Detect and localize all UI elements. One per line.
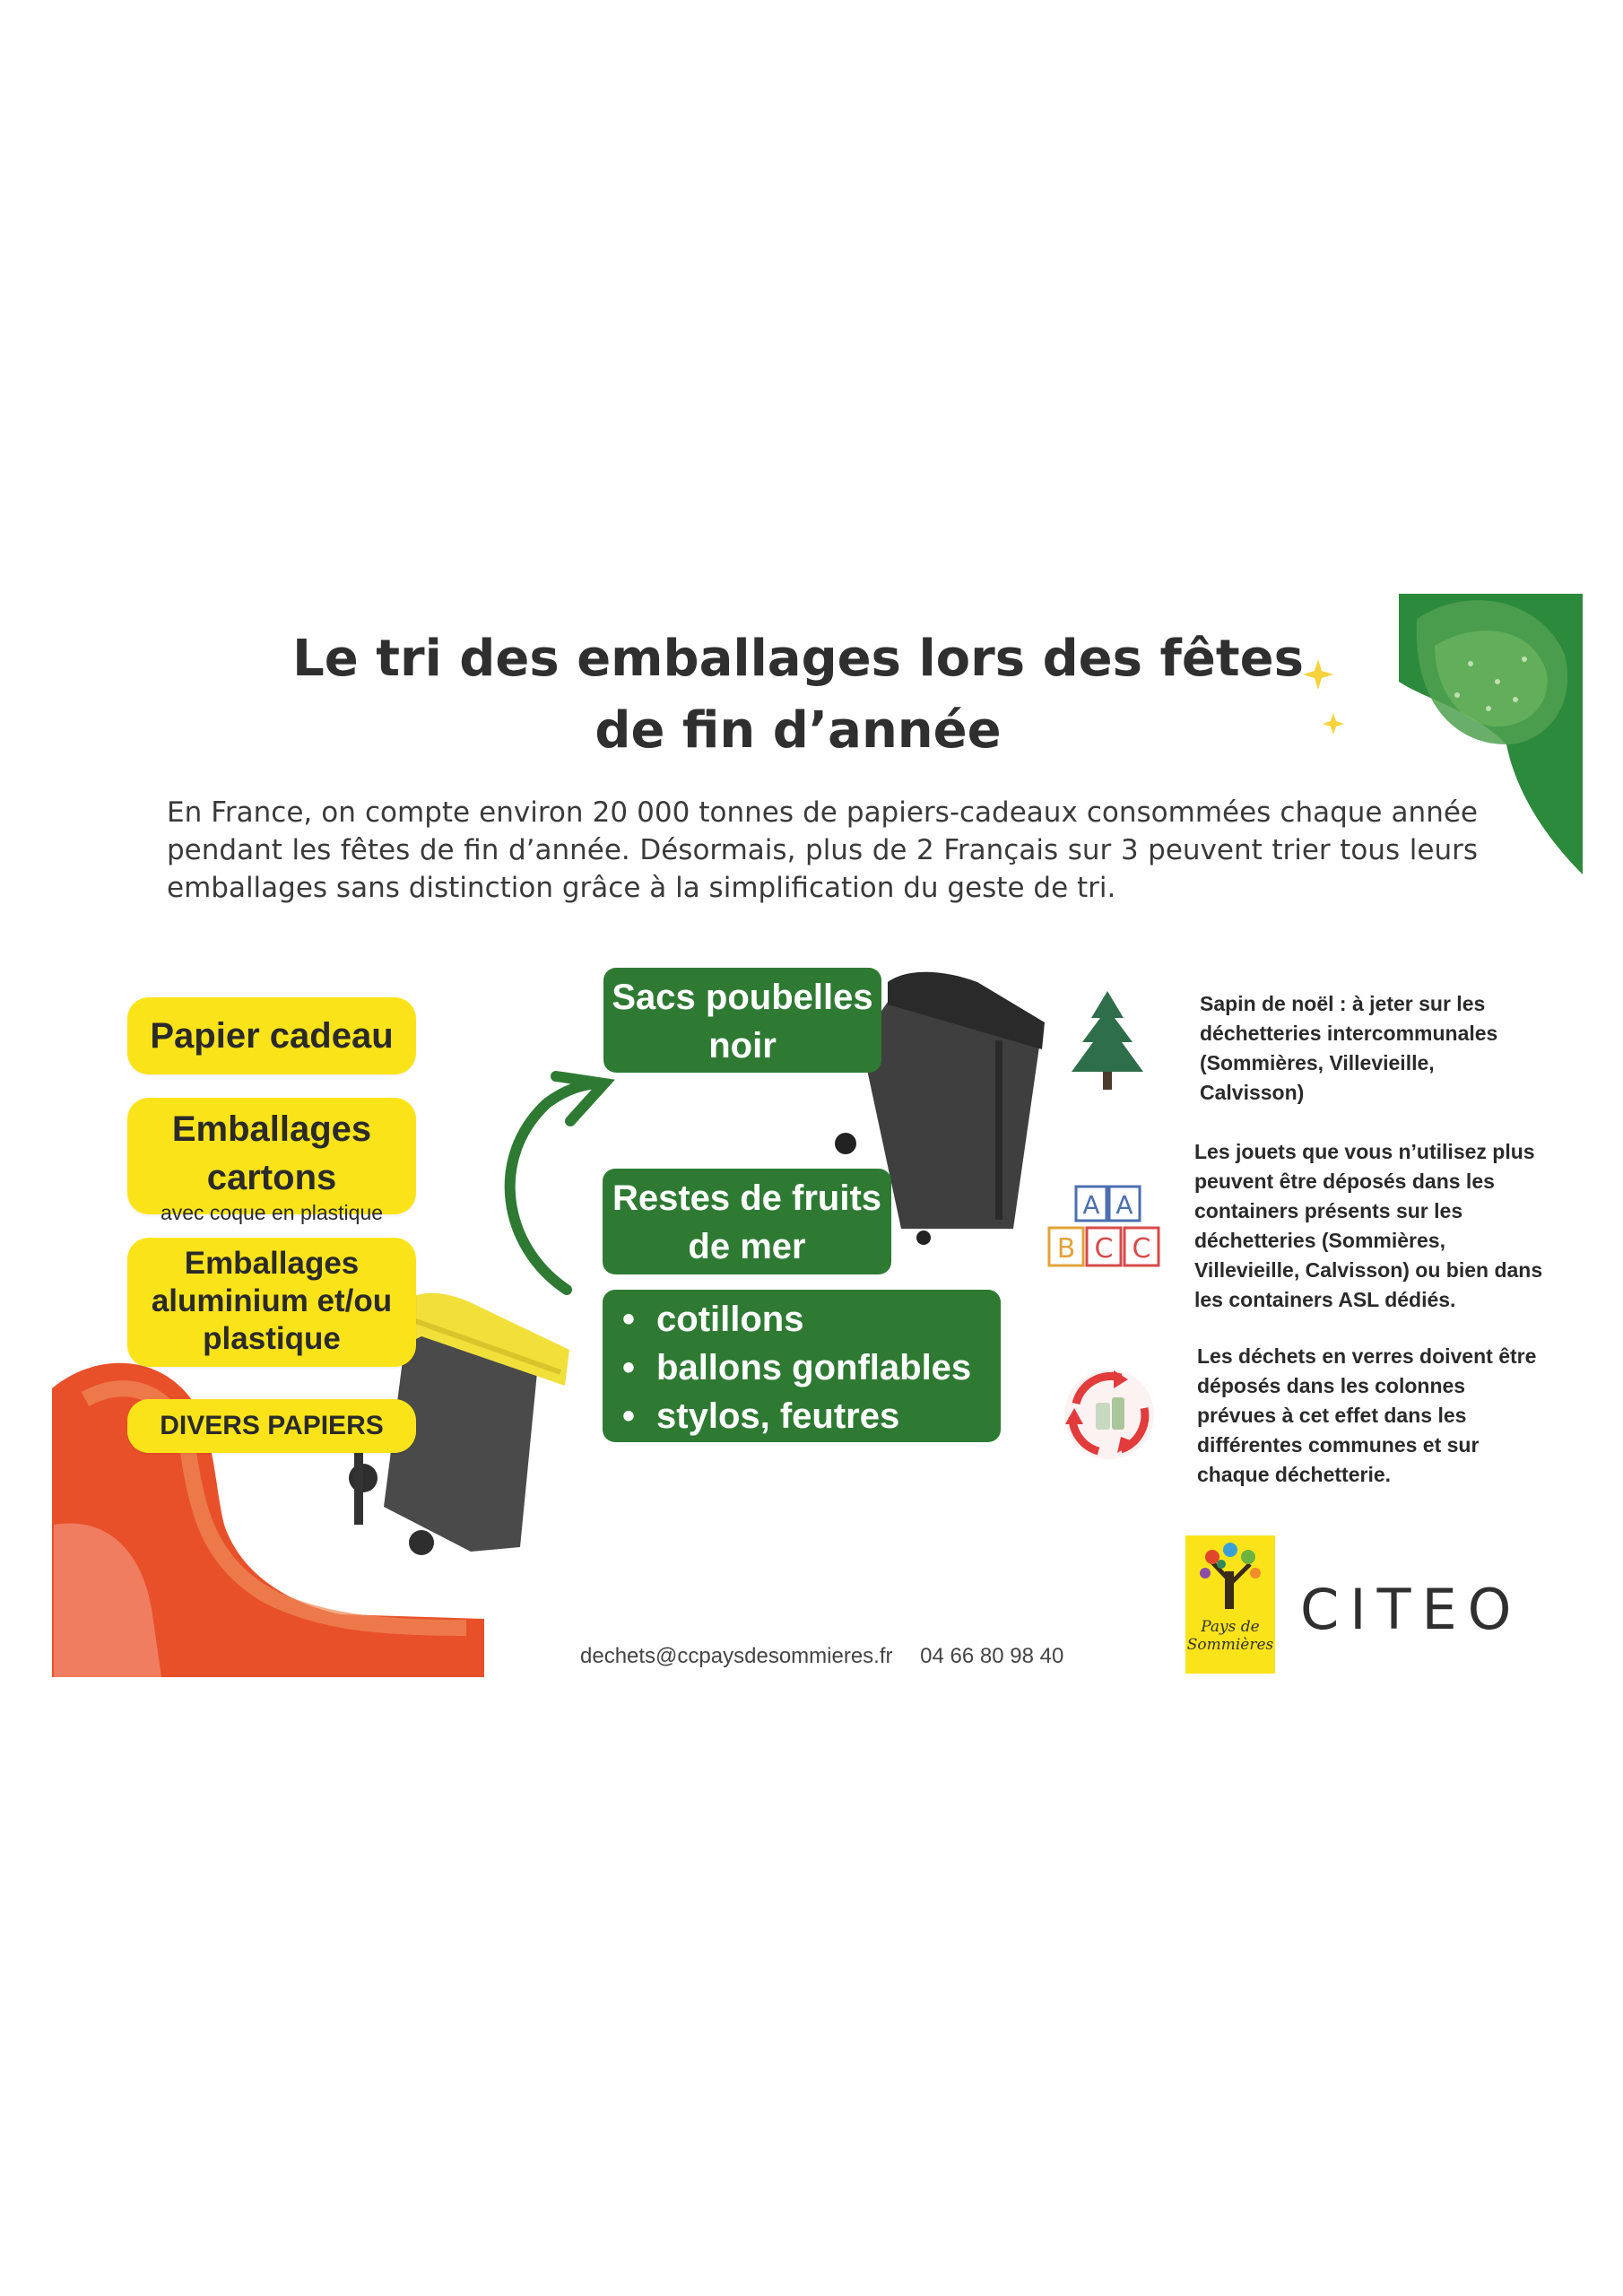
green-label-sacs-poubelles: Sacs poubelles noir bbox=[603, 968, 881, 1073]
intro-paragraph: En France, on compte environ 20 000 tonnes de papiers-cadeaux consommées chaque année pendant les fêtes de fin d’année. Désormais, plus de 2 Français sur 3 peuvent trier tous leurs emballages sans distinction grâce à la simplification du geste de tri. bbox=[167, 796, 1478, 904]
tree-logo-icon bbox=[1185, 1535, 1275, 1618]
email-link[interactable]: dechets@ccpaysdesommieres.fr bbox=[580, 1644, 893, 1668]
side-note-jouets: Les jouets que vous n’utilisez plus peuvent être déposés dans les containers présents sur les déchetteries (Sommières, Villevieille, Calvisson) ou bien dans les containers ASL dédiés. bbox=[1194, 1140, 1543, 1311]
curved-arrow-icon bbox=[510, 1076, 604, 1290]
yellow-label-emballages-aluminium bbox=[127, 1238, 416, 1367]
logo-text-line-2: Sommières bbox=[1186, 1636, 1274, 1654]
label-text: Papier cadeau bbox=[150, 1016, 394, 1056]
label-text: Emballages cartons bbox=[171, 1109, 372, 1197]
contact-info bbox=[580, 1644, 1154, 1669]
page-title bbox=[269, 623, 1327, 767]
label-subtext: avec coque en plastique bbox=[160, 1201, 384, 1224]
block-letter: A bbox=[1115, 1190, 1133, 1220]
block-letter: C bbox=[1094, 1233, 1114, 1265]
logo-text-line-1: Pays de bbox=[1201, 1618, 1260, 1636]
black-bin-list bbox=[603, 1290, 1001, 1440]
phone-number: 04 66 80 98 40 bbox=[920, 1644, 1064, 1668]
title-line-2: de fin d’année bbox=[595, 701, 1002, 760]
yellow-label-divers-papiers bbox=[127, 1399, 416, 1453]
side-note-verres: Les déchets en verres doivent être déposés dans les colonnes prévues à cet effet dans les différentes communes et sur chaque déchetterie. bbox=[1197, 1344, 1537, 1486]
side-note-sapin: Sapin de noël : à jeter sur les déchetteries intercommunales (Sommières, Villevieille, Calvisson) bbox=[1200, 992, 1498, 1104]
label-text: Emballages aluminium et/ou plastique bbox=[151, 1246, 393, 1356]
list-item: • ballons gonflables bbox=[622, 1344, 1001, 1392]
green-label-restes-fruits-de-mer: Restes de fruits de mer bbox=[603, 1169, 891, 1274]
green-list-box bbox=[603, 1290, 1001, 1442]
list-item: • cotillons bbox=[622, 1295, 1001, 1344]
fir-tree-icon bbox=[1063, 987, 1152, 1099]
glass-recycling-icon bbox=[1058, 1363, 1161, 1466]
label-text: DIVERS PAPIERS bbox=[160, 1411, 384, 1440]
list-item: • stylos, feutres bbox=[622, 1392, 1001, 1440]
yellow-label-emballages-cartons bbox=[127, 1098, 416, 1224]
toy-blocks-icon bbox=[1045, 1179, 1166, 1283]
block-letter: A bbox=[1082, 1190, 1100, 1220]
block-letter: B bbox=[1056, 1233, 1076, 1265]
pays-de-sommieres-logo bbox=[1185, 1535, 1275, 1674]
block-letter: C bbox=[1132, 1233, 1151, 1265]
citeo-logo: CITEO bbox=[1300, 1577, 1523, 1642]
title-line-1: Le tri des emballages lors des fêtes bbox=[292, 630, 1304, 688]
yellow-label-papier-cadeau bbox=[127, 997, 416, 1074]
